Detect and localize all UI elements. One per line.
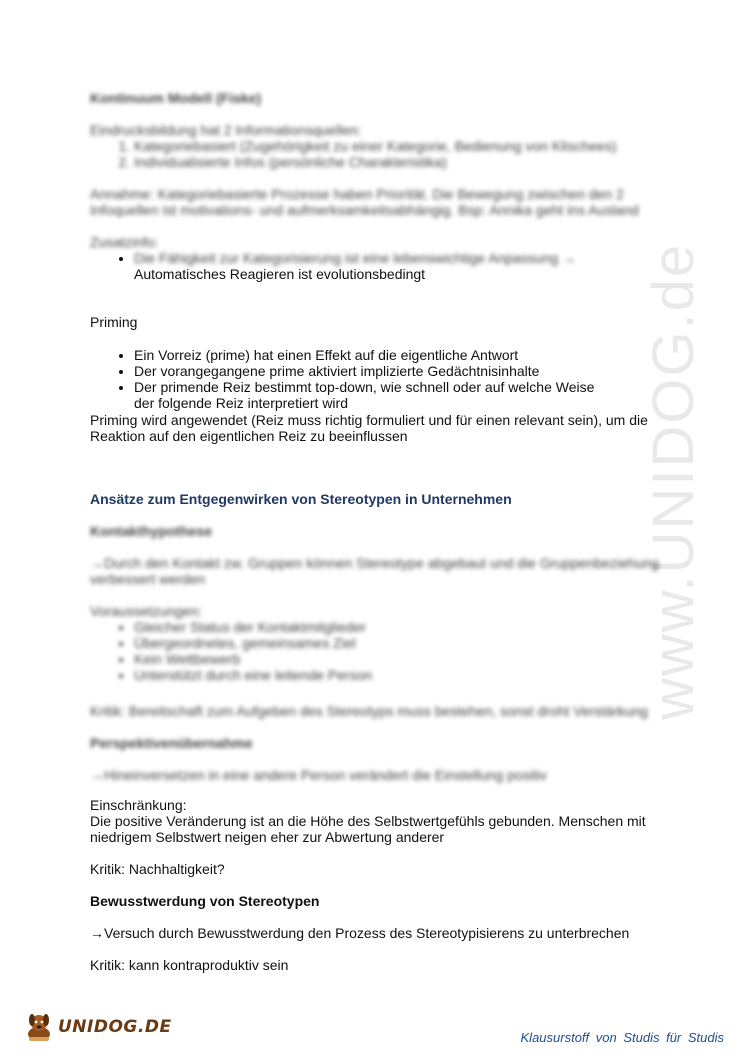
list-item: • Unterstützt durch eine leitende Person bbox=[134, 667, 704, 683]
critique-sustainability: Kritik: Nachhaltigkeit? bbox=[90, 861, 225, 877]
blurred-title: Kontinuum Modell (Fiske) bbox=[90, 90, 262, 106]
blurred-perspective-title: Perspektivenübernahme bbox=[90, 735, 253, 751]
list-item: 1. Kategoriebasiert (Zugehörigkeit zu einer Kategorie, Bedienung von Klischees) bbox=[134, 138, 704, 154]
unidog-logo bbox=[22, 1010, 172, 1044]
list-item: • Ein Vorreiz (prime) hat einen Effekt auf die eigentliche Antwort bbox=[134, 347, 704, 363]
limitation-text: Die positive Veränderung ist an die Höhe des Selbstwertgefühls gebunden. Menschen mit niedrigem Selbstwert neigen eher zur Abwertung anderer bbox=[90, 813, 646, 845]
dog-icon bbox=[22, 1010, 56, 1044]
logo-text: UNIDOG.DE bbox=[58, 1017, 172, 1037]
list-item: • Kein Wettbewerb bbox=[134, 651, 704, 667]
list-item: • Übergeordnetes, gemeinsames Ziel bbox=[134, 635, 704, 651]
blurred-perspective-text: →Hineinversetzen in eine andere Person verändert die Einstellung positiv bbox=[90, 767, 547, 783]
blurred-sources-list bbox=[90, 138, 704, 170]
additional-list bbox=[90, 250, 704, 282]
watermark: www.UNIDOG.de bbox=[641, 242, 706, 720]
list-item: 2. Individualisierte Infos (persönliche Charakteristika) bbox=[134, 154, 704, 170]
limitation-label: Einschränkung: bbox=[90, 797, 187, 813]
awareness-title: Bewusstwerdung von Stereotypen bbox=[90, 893, 320, 909]
blurred-assumption: Annahme: Kategoriebasierte Prozesse haben Priorität. Die Bewegung zwischen den 2 Infoquellen ist motivations- und aufmerksamkeitsabhängig. Bsp: Annika geht ins Ausland bbox=[90, 186, 639, 218]
list-item: • Der vorangegangene prime aktiviert implizierte Gedächtnisinhalte bbox=[134, 363, 704, 379]
blurred-critique: Kritik: Bereitschaft zum Aufgeben des Stereotyps muss bestehen, sonst droht Verstärkung bbox=[90, 703, 648, 719]
blurred-additional-item: Die Fähigkeit zur Kategorisierung ist eine lebenswichtige Anpassung → bbox=[134, 250, 577, 266]
blurred-contact-text: →Durch den Kontakt zw. Gruppen können Stereotype abgebaut und die Gruppenbeziehung verbessert werden bbox=[90, 555, 659, 587]
priming-bullets bbox=[90, 347, 704, 411]
additional-item-continuation: Automatisches Reagieren ist evolutionsbedingt bbox=[134, 266, 426, 282]
priming-title: Priming bbox=[90, 314, 138, 330]
blurred-additional: Zusatzinfo: bbox=[90, 234, 159, 250]
list-item: • Gleicher Status der Kontaktmitglieder bbox=[134, 619, 704, 635]
priming-note: Priming wird angewendet (Reiz muss richtig formuliert und für einen relevant sein), um die Reaktion auf den eigentlichen Reiz zu beeinflussen bbox=[90, 412, 648, 444]
footer-tagline: Klausurstoff von Studis für Studis bbox=[520, 1030, 724, 1045]
blurred-prereq-list bbox=[90, 619, 704, 683]
blurred-prereq: Voraussetzungen: bbox=[90, 603, 203, 619]
awareness-text: →Versuch durch Bewusstwerdung den Prozess des Stereotypisierens zu unterbrechen bbox=[90, 925, 630, 941]
blurred-contact-title: Kontakthypothese bbox=[90, 523, 213, 539]
list-item bbox=[134, 250, 704, 282]
section-heading: Ansätze zum Entgegenwirken von Stereotypen in Unternehmen bbox=[90, 491, 512, 507]
list-item: • Der primende Reiz bestimmt top-down, wie schnell oder auf welche Weise der folgende Reiz interpretiert wird bbox=[134, 379, 704, 411]
blurred-intro: Eindrucksbildung hat 2 Informationsquellen: bbox=[90, 122, 362, 138]
awareness-critique: Kritik: kann kontraproduktiv sein bbox=[90, 957, 289, 973]
